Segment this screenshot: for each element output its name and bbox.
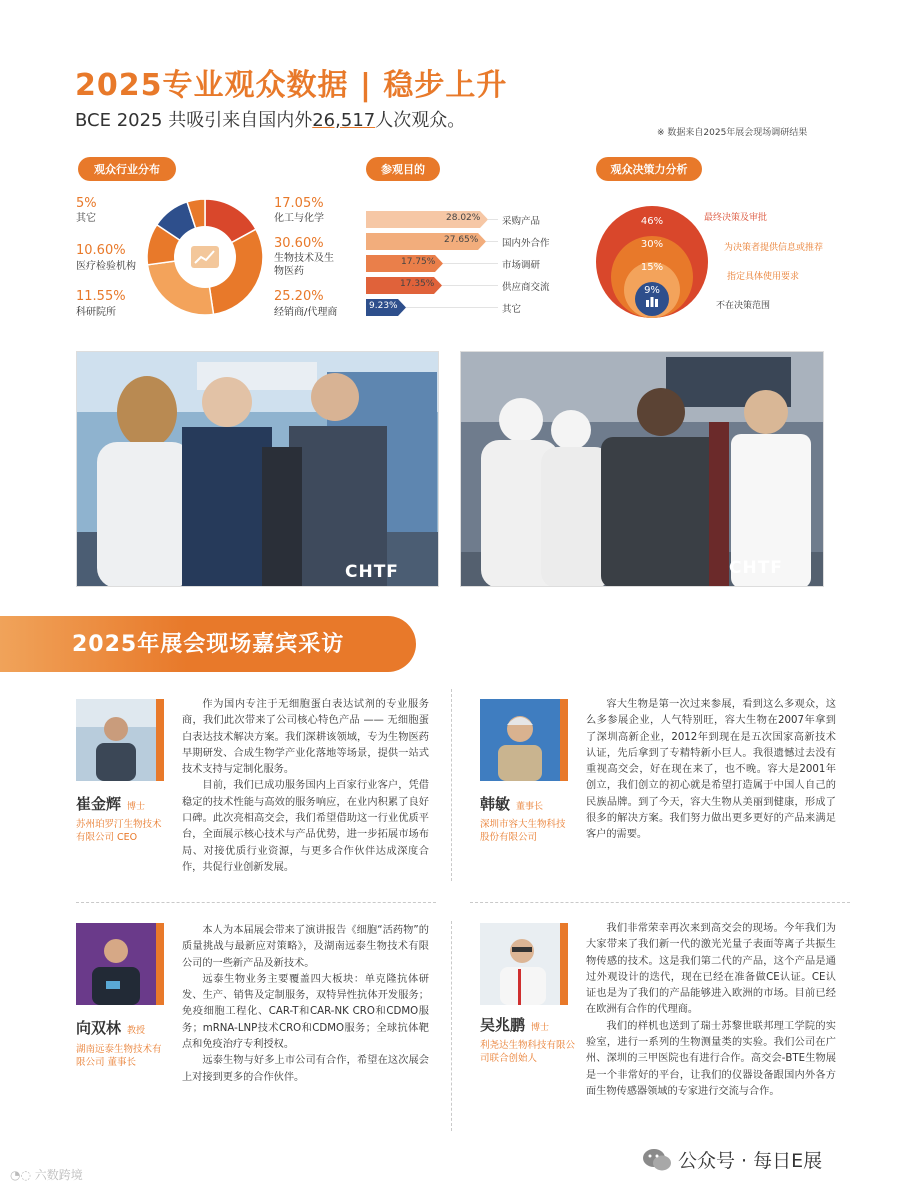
portrait-cui [76, 699, 164, 781]
wechat-icon [642, 1148, 672, 1172]
page-title: 2025专业观众数据 | 稳步上升 [75, 68, 508, 103]
purpose-bar-label: 供应商交流 [502, 282, 550, 293]
purpose-bar-row [366, 277, 554, 294]
footer-left-text: 六数跨境 [34, 1168, 83, 1182]
industry-pie-chart [145, 197, 265, 317]
name-xiang [76, 1017, 145, 1038]
name-text: 向双林 [76, 1019, 122, 1037]
purpose-bar-value: 17.35% [400, 279, 435, 289]
purpose-bar-guide [486, 241, 498, 242]
bar-icon [646, 300, 649, 307]
purpose-bar-row [366, 233, 554, 250]
name-text: 韩敏 [480, 795, 511, 813]
purpose-bar-value: 17.75% [401, 257, 436, 267]
industry-pct-biotech: 30.60% [274, 236, 324, 251]
subtitle-prefix: BCE 2025 共吸引来自国内外 [75, 110, 313, 131]
purpose-bar-row [366, 299, 554, 316]
paragraph: 本人为本届展会带来了演讲报告《细胞“活药物”的质量挑战与最新应对策略》，及湖南远泰生物技术有限公司的一些新产品及新技术。 [182, 925, 429, 969]
chart-icon [191, 246, 219, 268]
role-text: 董事长 [516, 802, 544, 812]
purpose-bar-label: 国内外合作 [502, 238, 550, 249]
role-text: 博士 [127, 802, 146, 812]
decision-label-final: 最终决策及审批 [704, 213, 768, 223]
paragraph: 远泰生物与好多上市公司有合作，希望在这次展会上对接到更多的合作伙伴。 [182, 1055, 429, 1083]
decision-pct-specify: 15% [640, 262, 664, 273]
industry-pct-chemical: 17.05% [274, 196, 324, 211]
purpose-bar-chart [366, 211, 554, 321]
paragraph: 作为国内专注于无细胞蛋白表达试剂的专业服务商，我们此次带来了公司核心特色产品 —— 无细胞蛋白表达技术解决方案。我们深耕该领域，专为生物医药早期研发、合成生物学产业化落地等场景，提供一站式技术支持与定制化服务。 [182, 699, 429, 776]
decision-concentric-chart [596, 200, 708, 318]
purpose-bar-guide [488, 219, 498, 220]
name-han [480, 793, 543, 814]
purpose-bar-value: 9.23% [369, 301, 398, 311]
purpose-bar-row [366, 255, 554, 272]
name-cui [76, 793, 145, 814]
industry-section-label: 观众行业分布 [78, 157, 176, 181]
portrait-wu [480, 923, 568, 1005]
paragraph: 目前，我们已成功服务国内上百家行业客户，凭借稳定的技术性能与高效的服务响应，在业内积累了良好口碑。此次亮相高交会，我们希望借助这一行业优质平台，全面展示核心技术与产品优势，进一步拓展市场布局、对接优质行业资源，与更多合作伙伴达成深度合作，共促行业创新发展。 [182, 780, 429, 873]
footer-logo-icon: ◔◌ [10, 1168, 35, 1182]
photo-watermark-left: CHTF [345, 562, 399, 582]
org-wu: 利尧达生物科技有限公司联合创始人 [480, 1040, 576, 1064]
name-text: 吴兆鹏 [480, 1016, 526, 1034]
purpose-bar-label: 采购产品 [502, 216, 541, 227]
divider-vertical-bottom [451, 921, 452, 1131]
industry-pct-medical: 10.60% [76, 243, 126, 258]
purpose-section-label: 参观目的 [366, 157, 440, 181]
paragraph: 我们非常荣幸再次来到高交会的现场。今年我们为大家带来了我们新一代的激光光量子表面等离子共振生物传感的技术。这是我们第二代的产品，这个产品是通过外观设计的迭代，现在已经在准备做CE认证。CE认证也是为了我们的产品能够进入欧洲的市场。目前已经在欧洲有合作的代理商。 [586, 923, 836, 1016]
purpose-bar-guide [442, 285, 498, 286]
subtitle-suffix: 人次观众。 [375, 110, 466, 131]
purpose-bar-value: 27.65% [444, 235, 479, 245]
decision-label-recommend: 为决策者提供信息或推荐 [724, 243, 824, 253]
industry-label-biotech: 生物技术及生物医药 [274, 253, 334, 277]
photo-exhibition-left [76, 351, 439, 587]
interview-banner-title: 2025年展会现场嘉宾采访 [72, 632, 345, 657]
source-note: ※ 数据来自2025年展会现场调研结果 [657, 128, 808, 138]
name-wu [480, 1014, 549, 1035]
role-text: 博士 [531, 1023, 550, 1033]
divider-horizontal-right [470, 902, 850, 903]
purpose-bar-value: 28.02% [446, 213, 481, 223]
industry-pct-distributor: 25.20% [274, 289, 324, 304]
name-text: 崔金辉 [76, 795, 122, 813]
interview-text-wu [586, 921, 836, 1100]
industry-pct-other: 5% [76, 196, 97, 211]
org-cui: 苏州珀罗汀生物技术有限公司 CEO [76, 819, 162, 843]
purpose-bar-label: 其它 [502, 304, 522, 315]
decision-label-specify: 指定具体使用要求 [727, 272, 800, 282]
paragraph: 远泰生物业务主要覆盖四大板块：单克隆抗体研发、生产、销售及定制服务，双特异性抗体开发服务；免疫细胞工程化、CAR-T和CAR-NK CRO和CDMO服务；mRNA-LNP技术CRO和CDMO服务；全球抗体靶点和免疫治疗专利授权。 [182, 973, 429, 1051]
photo-exhibition-right [460, 351, 824, 587]
footer-brand [642, 1146, 822, 1173]
purpose-bar-guide [443, 263, 498, 264]
purpose-bar-guide [406, 307, 498, 308]
industry-label-distributor: 经销商/代理商 [274, 307, 338, 318]
footer-watermark-left [10, 1166, 83, 1183]
org-xiang: 湖南远泰生物技术有限公司 董事长 [76, 1044, 162, 1068]
interview-text-han [586, 697, 836, 844]
role-text: 教授 [127, 1026, 146, 1036]
visitor-count: 26,517 [312, 110, 376, 131]
divider-horizontal-left [76, 902, 436, 903]
decision-pct-recommend: 30% [640, 239, 664, 250]
paragraph: 我们的样机也送到了瑞士苏黎世联邦理工学院的实验室，进行一系列的生物测量类的实验。我们公司在广州、深圳的三甲医院也有进行合作。高交会-BTE生物展是一个非常好的平台，让我们的仪器设备跟国内外各方面生物传感器领域的专家进行交流与合作。 [586, 1020, 836, 1097]
industry-pct-research: 11.55% [76, 289, 126, 304]
interview-text-xiang [182, 923, 429, 1086]
purpose-bar-label: 市场调研 [502, 260, 541, 271]
purpose-bar-row [366, 211, 554, 228]
industry-label-research: 科研院所 [76, 307, 116, 318]
footer-brand-text: 公众号 · 每日E展 [678, 1150, 823, 1172]
portrait-xiang [76, 923, 164, 1005]
decision-label-none: 不在决策范围 [716, 301, 771, 311]
photo-watermark-right: CHTF [729, 558, 783, 578]
decision-pct-final: 46% [640, 216, 664, 227]
paragraph: 容大生物是第一次过来参展，看到这么多观众，这么多参展企业，人气特别旺，容大生物在2007年拿到了深圳高新企业，2012年到现在是五次国家高新技术认证，先后拿到了专精特新小巨人。我很遗憾过去没有重视高交会，好在现在来了，也不晚。容大是2001年创立，我们创立的初心就是希望打造属于中国人自己的民族品牌。到了今天，容大生物从美丽到健康，形成了很多的解决方案。我们努力做出更多更好的产品来满足客户的需要。 [586, 699, 836, 841]
org-han: 深圳市容大生物科技股份有限公司 [480, 819, 566, 843]
decision-pct-none: 9% [644, 285, 660, 296]
page-subtitle [75, 106, 465, 132]
interview-text-cui [182, 697, 429, 876]
portrait-han [480, 699, 568, 781]
industry-label-medical: 医疗检验机构 [76, 261, 136, 272]
decision-section-label: 观众决策力分析 [596, 157, 702, 181]
divider-vertical-top [451, 689, 452, 881]
industry-label-other: 其它 [76, 213, 96, 224]
industry-label-chemical: 化工与化学 [274, 213, 324, 224]
